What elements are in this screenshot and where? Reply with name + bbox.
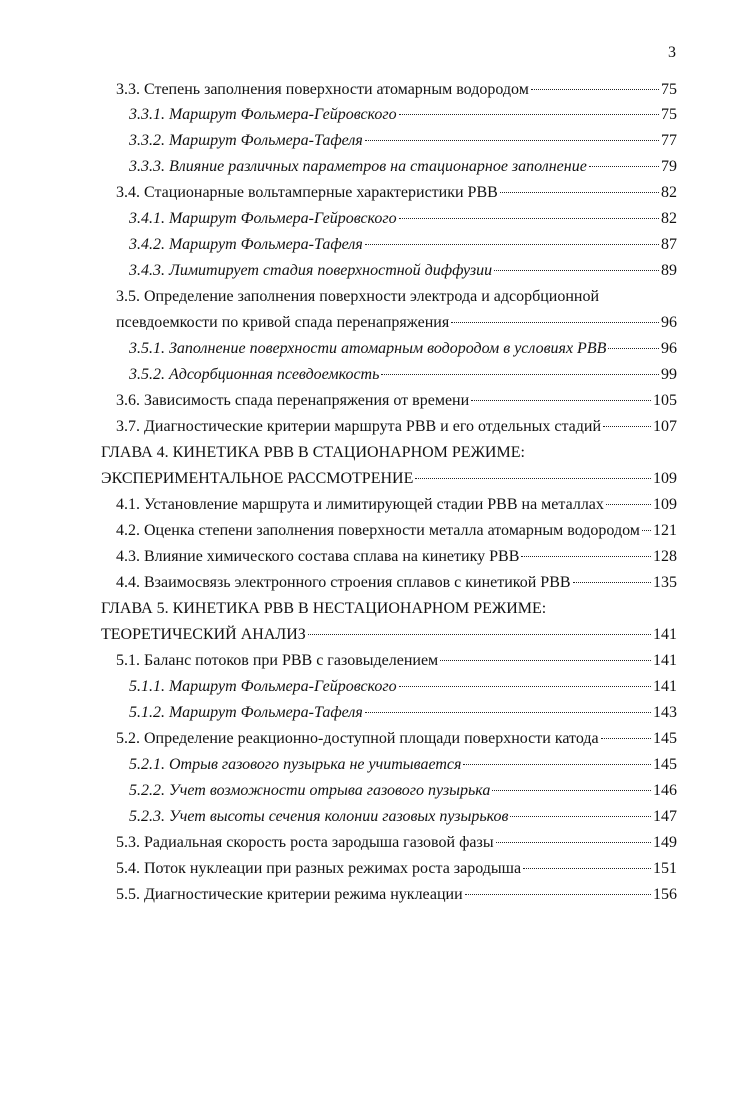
- toc-entry-title: псевдоемкости по кривой спада перенапряжения: [116, 314, 450, 331]
- dot-leader: [642, 530, 651, 531]
- toc-entry-page: 147: [653, 808, 677, 825]
- dot-leader: [365, 712, 651, 713]
- dot-leader: [603, 426, 651, 427]
- dot-leader: [589, 166, 659, 167]
- toc-entry-title: 3.3.3. Влияние различных параметров на стационарное заполнение: [129, 158, 587, 175]
- dot-leader: [531, 89, 659, 90]
- dot-leader: [606, 504, 651, 505]
- toc-entry: [129, 157, 677, 177]
- toc-entry-title: 5.2.1. Отрыв газового пузырька не учитывается: [129, 756, 462, 773]
- toc-entry-page: 75: [661, 81, 677, 98]
- toc-entry: [101, 625, 677, 645]
- toc-entry: [101, 469, 677, 489]
- toc-entry-page: 105: [653, 392, 677, 409]
- toc-entry-page: 109: [653, 496, 677, 513]
- toc-entry-page: 109: [653, 470, 677, 487]
- toc-entry: [116, 547, 677, 567]
- dot-leader: [471, 400, 651, 401]
- toc-entry: [129, 807, 677, 827]
- toc-entry-page: 128: [653, 548, 677, 565]
- toc-entry-title: 4.2. Оценка степени заполнения поверхности металла атомарным водородом: [116, 522, 640, 539]
- toc-entry-title: 3.5.2. Адсорбционная псевдоемкость: [129, 366, 380, 383]
- toc-entry-page: 121: [653, 522, 677, 539]
- toc-entry-title: 3.4.3. Лимитирует стадия поверхностной диффузии: [129, 262, 493, 279]
- toc-entry-title: 3.6. Зависимость спада перенапряжения от времени: [116, 392, 470, 409]
- dot-leader: [500, 192, 659, 193]
- toc-entry: [116, 80, 677, 100]
- dot-leader: [510, 816, 651, 817]
- toc-entry: [129, 755, 677, 775]
- toc-entry-title: ТЕОРЕТИЧЕСКИЙ АНАЛИЗ: [101, 626, 306, 643]
- dot-leader: [521, 556, 651, 557]
- toc-entry-title: ЭКСПЕРИМЕНТАЛЬНОЕ РАССМОТРЕНИЕ: [101, 470, 414, 487]
- dot-leader: [496, 842, 651, 843]
- dot-leader: [308, 634, 651, 635]
- toc-entry-title: 4.1. Установление маршрута и лимитирующей стадии РВВ на металлах: [116, 496, 604, 513]
- toc-entry-page: 89: [661, 262, 677, 279]
- toc-entry-page: 151: [653, 860, 677, 877]
- toc-entry: [129, 781, 677, 801]
- toc-entry: [129, 677, 677, 697]
- toc-entry: [116, 833, 677, 853]
- toc-entry-page: 135: [653, 574, 677, 591]
- toc-entry-page: 77: [661, 132, 677, 149]
- toc-entry-page: 141: [653, 678, 677, 695]
- dot-leader: [463, 764, 651, 765]
- dot-leader: [601, 738, 651, 739]
- toc-entry-title: 5.2.3. Учет высоты сечения колонии газовых пузырьков: [129, 808, 509, 825]
- dot-leader: [451, 322, 659, 323]
- toc-entry-title: 5.1.2. Маршрут Фольмера-Тафеля: [129, 704, 363, 721]
- toc-entry: [129, 131, 677, 151]
- toc-entry-title: 3.3.2. Маршрут Фольмера-Тафеля: [129, 132, 363, 149]
- dot-leader: [399, 114, 659, 115]
- toc-entry: [129, 339, 677, 359]
- toc-entry-title: 3.3. Степень заполнения поверхности атомарным водородом: [116, 81, 529, 98]
- toc-entry-title: 5.5. Диагностические критерии режима нуклеации: [116, 886, 463, 903]
- toc-entry: [116, 313, 677, 333]
- toc-entry-page: 75: [661, 106, 677, 123]
- dot-leader: [399, 218, 659, 219]
- dot-leader: [494, 270, 659, 271]
- toc-entry-page: 82: [661, 184, 677, 201]
- toc-entry-page: 99: [661, 366, 677, 383]
- toc-entry-title: 3.5. Определение заполнения поверхности электрода и адсорбционной: [116, 288, 600, 305]
- toc-entry-page: 156: [653, 886, 677, 903]
- toc-entry-title: 3.7. Диагностические критерии маршрута РВВ и его отдельных стадий: [116, 418, 602, 435]
- toc-entry-title: 5.1. Баланс потоков при РВВ с газовыделением: [116, 652, 439, 669]
- toc-entry-page: 96: [661, 340, 677, 357]
- toc-entry-page: 87: [661, 236, 677, 253]
- toc-chapter-title: ГЛАВА 5. КИНЕТИКА РВВ В НЕСТАЦИОНАРНОМ РЕЖИМЕ:: [101, 600, 547, 617]
- toc-entry-page: 145: [653, 730, 677, 747]
- dot-leader: [440, 660, 651, 661]
- toc-entry-page: 146: [653, 782, 677, 799]
- toc-entry-page: 149: [653, 834, 677, 851]
- dot-leader: [523, 868, 651, 869]
- toc-entry-title: 3.4.2. Маршрут Фольмера-Тафеля: [129, 236, 363, 253]
- dot-leader: [365, 244, 659, 245]
- toc-entry: [116, 573, 677, 593]
- dot-leader: [492, 790, 651, 791]
- toc-entry-title: 3.4.1. Маршрут Фольмера-Гейровского: [129, 210, 397, 227]
- toc-entry: [129, 703, 677, 723]
- toc-entry-title: 5.2.2. Учет возможности отрыва газового пузырька: [129, 782, 491, 799]
- toc-entry: [116, 859, 677, 879]
- toc-entry: [129, 261, 677, 281]
- toc-entry-title: 4.3. Влияние химического состава сплава на кинетику РВВ: [116, 548, 520, 565]
- toc-entry-title: 5.2. Определение реакционно-доступной площади поверхности катода: [116, 730, 599, 747]
- toc-entry: [129, 105, 677, 125]
- toc-entry: [116, 417, 677, 437]
- toc-entry: [116, 651, 677, 671]
- toc-entry-page: 145: [653, 756, 677, 773]
- toc-entry: [116, 495, 677, 515]
- toc-entry: [129, 365, 677, 385]
- dot-leader: [465, 894, 651, 895]
- toc-entry-page: 141: [653, 626, 677, 643]
- toc-entry-page: 107: [653, 418, 677, 435]
- toc-entry-page: 143: [653, 704, 677, 721]
- toc-entry-title: 5.1.1. Маршрут Фольмера-Гейровского: [129, 678, 397, 695]
- toc-entry-title: 4.4. Взаимосвязь электронного строения сплавов с кинетикой РВВ: [116, 574, 571, 591]
- dot-leader: [399, 686, 651, 687]
- page-number: 3: [668, 44, 676, 61]
- toc-entry: [129, 235, 677, 255]
- toc-entry-title: 3.3.1. Маршрут Фольмера-Гейровского: [129, 106, 397, 123]
- toc-entry-page: 82: [661, 210, 677, 227]
- toc-entry: [116, 729, 677, 749]
- dot-leader: [415, 478, 651, 479]
- toc-entry: [116, 391, 677, 411]
- dot-leader: [365, 140, 659, 141]
- toc-entry-title: 5.4. Поток нуклеации при разных режимах роста зародыша: [116, 860, 522, 877]
- dot-leader: [608, 348, 659, 349]
- dot-leader: [381, 374, 659, 375]
- toc-chapter-title: ГЛАВА 4. КИНЕТИКА РВВ В СТАЦИОНАРНОМ РЕЖИМЕ:: [101, 444, 525, 461]
- dot-leader: [573, 582, 651, 583]
- toc-entry-title: 3.4. Стационарные вольтамперные характеристики РВВ: [116, 184, 498, 201]
- toc-entry-title: 5.3. Радиальная скорость роста зародыша газовой фазы: [116, 834, 494, 851]
- toc-entry-page: 96: [661, 314, 677, 331]
- toc-entry-page: 141: [653, 652, 677, 669]
- toc-entry: [129, 209, 677, 229]
- toc-entry-title: 3.5.1. Заполнение поверхности атомарным водородом в условиях РВВ: [129, 340, 607, 357]
- toc-entry-page: 79: [661, 158, 677, 175]
- toc-entry: [116, 521, 677, 541]
- toc-entry: [116, 885, 677, 905]
- toc-entry: [116, 183, 677, 203]
